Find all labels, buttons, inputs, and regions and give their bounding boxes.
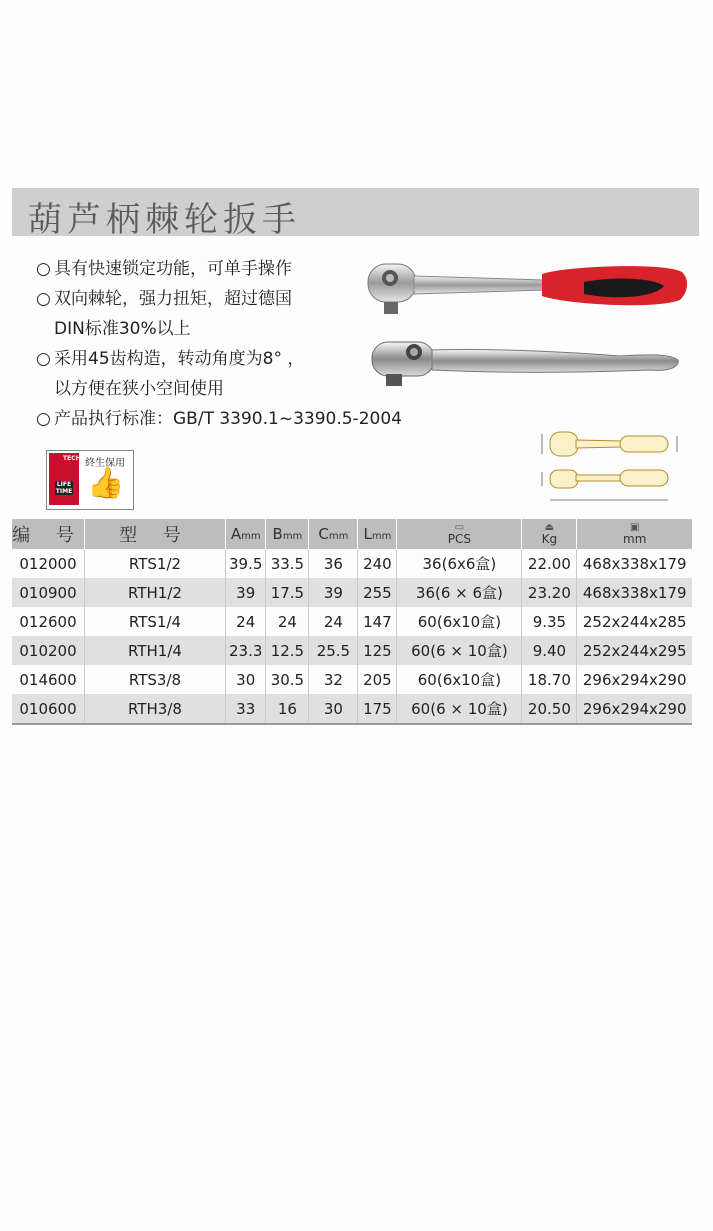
table-row <box>12 578 692 607</box>
cell-b: 12.5 <box>266 636 309 665</box>
cell-c: 24 <box>309 607 358 636</box>
cell-a: 24 <box>226 607 266 636</box>
cell-size: 296x294x290 <box>577 694 692 724</box>
header-l-label: L <box>363 525 372 543</box>
cell-c: 25.5 <box>309 636 358 665</box>
cell-kg: 18.70 <box>522 665 577 694</box>
cell-code: 010600 <box>12 694 85 724</box>
feature-text: 产品执行标准：GB/T 3390.1~3390.5-2004 <box>54 409 402 429</box>
header-size <box>577 519 692 549</box>
cell-b: 17.5 <box>266 578 309 607</box>
weight-icon: ⏏ <box>544 521 555 533</box>
cell-b: 30.5 <box>266 665 309 694</box>
header-pcs-label: PCS <box>447 531 472 546</box>
header-c-unit: mm <box>328 531 349 542</box>
page-title: 葫芦柄棘轮扳手 <box>28 200 301 240</box>
header-a-unit: mm <box>241 531 261 542</box>
ratchet-chrome-handle-photo <box>370 336 682 392</box>
box-icon: ▭ <box>454 521 465 533</box>
header-model: 型 号 <box>85 519 226 549</box>
cell-model: RTS3/8 <box>85 665 226 694</box>
header-a <box>226 519 266 549</box>
cell-l: 205 <box>358 665 397 694</box>
cell-a: 33 <box>226 694 266 724</box>
feature-bullet: ○ <box>36 259 51 279</box>
cell-code: 012600 <box>12 607 85 636</box>
cell-pcs: 36(6x6盒) <box>397 549 522 578</box>
cell-size: 468x338x179 <box>582 554 687 573</box>
header-c <box>309 519 358 549</box>
table-header-row <box>12 519 692 549</box>
dimension-diagram <box>532 428 690 514</box>
feature-bullet: ○ <box>36 409 51 429</box>
cell-code: 012000 <box>12 549 85 578</box>
cell-l: 125 <box>358 636 397 665</box>
cell-l: 147 <box>358 607 397 636</box>
ratchet-red-handle-photo <box>364 258 690 320</box>
cell-kg: 9.40 <box>522 636 577 665</box>
cell-model: RTH3/8 <box>85 694 226 724</box>
logo-label: 終生保用 <box>85 458 125 469</box>
header-l-unit: mm <box>371 531 392 542</box>
spec-table <box>12 519 692 725</box>
header-pcs <box>397 519 522 549</box>
title-bar <box>12 188 699 240</box>
cell-kg: 22.00 <box>522 549 577 578</box>
cell-b: 24 <box>266 607 309 636</box>
header-kg <box>522 519 577 549</box>
header-code: 编 号 <box>12 519 85 549</box>
cell-c: 39 <box>309 578 358 607</box>
cell-size: 252x244x295 <box>577 636 692 665</box>
cell-model: RTH1/4 <box>85 636 226 665</box>
cell-pcs: 60(6 × 10盒) <box>397 636 522 665</box>
header-l <box>358 519 397 549</box>
header-b-unit: mm <box>282 531 303 542</box>
feature-item <box>36 404 466 434</box>
cell-b: 33.5 <box>266 549 309 578</box>
cell-pcs: 60(6 × 10盒) <box>397 694 522 724</box>
feature-text: 双向棘轮，强力扭矩，超过德国 DIN标准30%以上 <box>54 289 292 339</box>
cell-kg: 23.20 <box>522 578 577 607</box>
cell-model: RTS1/4 <box>85 607 226 636</box>
cell-a: 39 <box>226 578 266 607</box>
header-c-label: C <box>318 525 329 543</box>
cell-size: 468x338x179 <box>577 578 692 607</box>
feature-text: 采用45齿构造，转动角度为8° ， 以方便在狭小空间使用 <box>54 349 305 399</box>
logo-lifetime: LIFE TIME <box>55 481 73 495</box>
cell-model: RTH1/2 <box>85 578 226 607</box>
cell-pcs: 60(6x10盒) <box>397 607 522 636</box>
cell-c: 30 <box>309 694 358 724</box>
table-row <box>12 665 692 694</box>
cell-code: 014600 <box>12 665 85 694</box>
carton-icon: ▣ <box>629 521 640 533</box>
thumbs-up-icon: 👍 <box>87 466 125 501</box>
header-a-label: A <box>230 525 242 543</box>
cell-size: 296x294x290 <box>582 670 687 689</box>
cell-l: 240 <box>358 549 397 578</box>
header-size-label: mm <box>623 531 647 546</box>
cell-code: 010900 <box>12 578 85 607</box>
feature-text: 具有快速锁定功能，可单手操作 <box>54 259 292 279</box>
cell-kg: 20.50 <box>522 694 577 724</box>
cell-code: 010200 <box>12 636 85 665</box>
header-b <box>266 519 309 549</box>
cell-a: 39.5 <box>226 549 266 578</box>
header-kg-label: Kg <box>541 531 558 546</box>
cell-size: 252x244x285 <box>582 612 687 631</box>
cell-a: 30 <box>226 665 266 694</box>
cell-pcs: 36(6 × 6盒) <box>397 578 522 607</box>
table-row <box>12 636 692 665</box>
logo-brand: TECH TOOL <box>63 455 101 462</box>
lifetime-warranty-logo <box>46 450 134 510</box>
table-row <box>12 694 692 724</box>
cell-l: 175 <box>358 694 397 724</box>
cell-c: 36 <box>309 549 358 578</box>
cell-b: 16 <box>266 694 309 724</box>
cell-a: 23.3 <box>226 636 266 665</box>
cell-c: 32 <box>309 665 358 694</box>
cell-l: 255 <box>358 578 397 607</box>
feature-bullet: ○ <box>36 289 51 309</box>
cell-model: RTS1/2 <box>85 549 226 578</box>
feature-bullet: ○ <box>36 349 51 369</box>
header-b-label: B <box>272 525 283 543</box>
cell-kg: 9.35 <box>522 607 577 636</box>
table-row <box>12 549 692 578</box>
table-row <box>12 607 692 636</box>
cell-pcs: 60(6x10盒) <box>397 665 522 694</box>
